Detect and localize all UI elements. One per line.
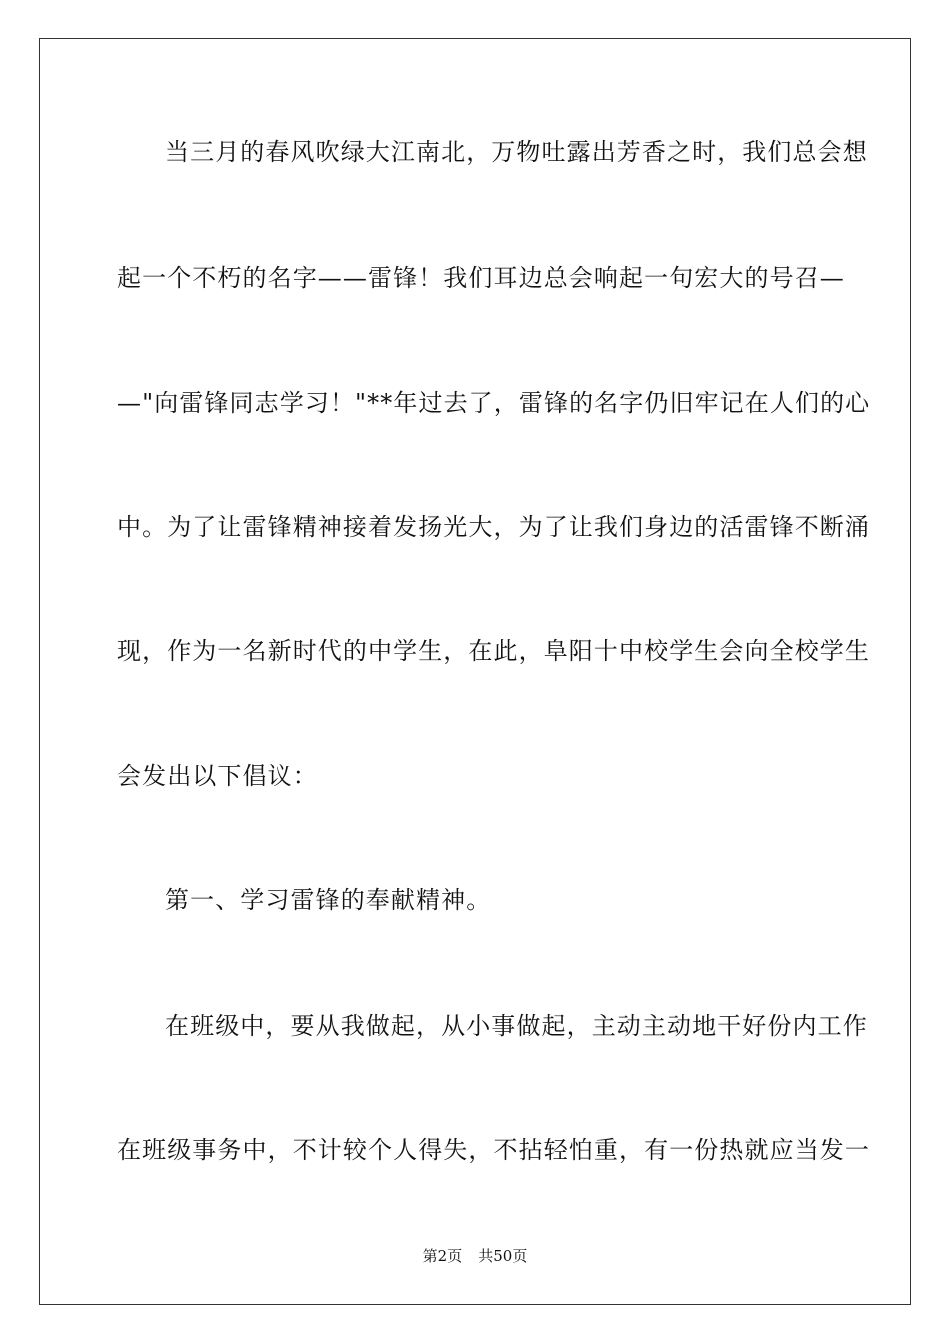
body-text-line: 在班级中，要从我做起，从小事做起，主动主动地干好份内工作 xyxy=(165,1012,868,1040)
page-border xyxy=(39,38,911,1305)
total-pages: 50 xyxy=(493,1247,513,1265)
body-text-line: 在班级事务中，不计较个人得失，不拈轻怕重，有一份热就应当发一 xyxy=(117,1136,870,1164)
body-text-line: 会发出以下倡议： xyxy=(117,762,318,790)
total-label: 共 xyxy=(478,1247,494,1265)
body-text-line: 当三月的春风吹绿大江南北，万物吐露出芳香之时，我们总会想 xyxy=(165,138,868,166)
total-unit: 页 xyxy=(512,1247,528,1265)
body-text-line: 起一个不朽的名字——雷锋！我们耳边总会响起一句宏大的号召— xyxy=(117,264,845,292)
body-text-line: —"向雷锋同志学习！"**年过去了，雷锋的名字仍旧牢记在人们的心 xyxy=(117,389,871,417)
page-unit: 页 xyxy=(447,1247,463,1265)
body-text-line: 现，作为一名新时代的中学生，在此，阜阳十中校学生会向全校学生 xyxy=(117,637,870,665)
page-number: 2 xyxy=(437,1247,448,1265)
page-footer xyxy=(0,1246,950,1266)
page-label: 第 xyxy=(422,1247,438,1265)
body-text-line: 中。为了让雷锋精神接着发扬光大，为了让我们身边的活雷锋不断涌 xyxy=(117,513,870,541)
section-heading: 第一、学习雷锋的奉献精神。 xyxy=(165,886,492,914)
